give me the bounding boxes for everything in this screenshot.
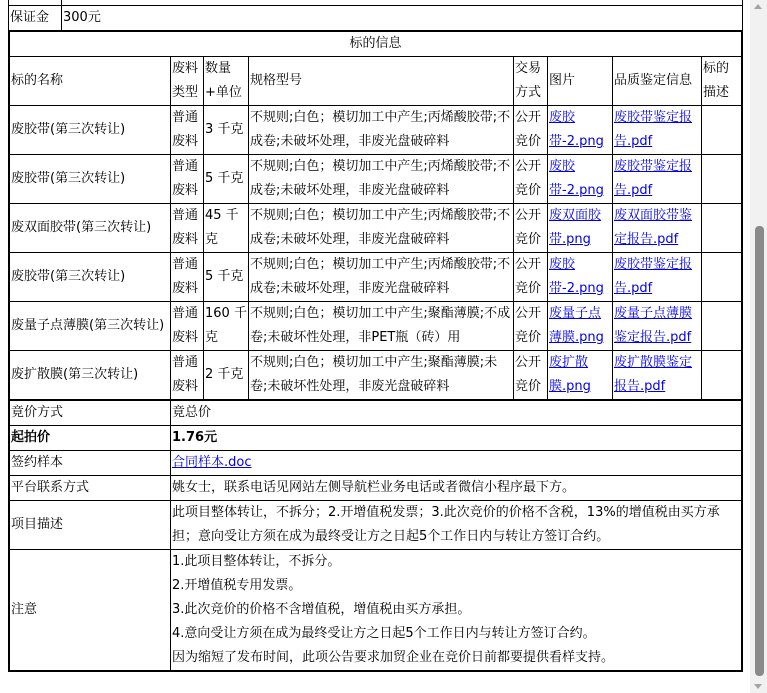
bid-method-value: 竟总价 [171,400,743,426]
item-type: 普通废料 [171,106,204,155]
header-quality: 品质鉴定信息 [613,57,702,106]
item-image-link[interactable]: 废双面胶带.png [549,208,602,247]
contract-label: 签约样本 [9,451,171,476]
project-desc-label: 项目描述 [9,501,171,550]
table-row [9,302,742,351]
item-trade: 公开竞价 [514,106,548,155]
item-spec: 不规则;白色；模切加工中产生;丙烯酸胶带;不成卷;未破坏处理，非废光盘破碎料 [249,204,514,253]
item-quality-link[interactable]: 废胶带鉴定报告.pdf [614,110,693,149]
item-desc [702,204,743,253]
items-table [8,30,743,401]
notes-value [171,550,743,672]
scroll-down-arrow-icon[interactable] [754,684,762,689]
item-image-link[interactable]: 废胶带-2.png [549,257,604,296]
item-trade: 公开竞价 [514,253,548,302]
project-desc-value: 此项目整体转让，不拆分；2.开增值税发票；3.此次竞价的价格不含税，13%的增值税由买方承担；意向受让方须在成为最终受让方之日起5个工作日内与转让方签订合约。 [171,501,743,550]
note-line: 2.开增值税专用发票。 [172,578,302,593]
table-row [9,155,742,204]
scroll-up-arrow-icon[interactable] [754,4,762,9]
item-desc [702,351,743,401]
item-spec: 不规则;白色；模切加工中产生;丙烯酸胶带;不成卷;未破坏处理，非废光盘破碎料 [249,253,514,302]
item-trade: 公开竞价 [514,155,548,204]
item-trade: 公开竞价 [514,204,548,253]
notes-label: 注意 [9,550,171,672]
item-image-link[interactable]: 废量子点薄膜.png [549,306,604,345]
note-line: 4.意向受让方须在成为最终受让方之日起5个工作日内与转让方签订合约。 [172,626,596,641]
item-quality-link[interactable]: 废胶带鉴定报告.pdf [614,159,693,198]
table-row [9,351,742,401]
contact-value: 姚女士，联系电话见网站左侧导航栏业务电话或者微信小程序最下方。 [171,476,743,501]
item-name: 废量子点薄膜(第三次转让) [9,302,171,351]
item-name: 废胶带(第三次转让) [9,155,171,204]
item-qty: 160 千克 [204,302,249,351]
scrollbar-thumb[interactable] [755,226,764,676]
item-type: 普通废料 [171,155,204,204]
deposit-label: 保证金 [9,6,62,31]
items-header-row [9,57,742,106]
items-section-title: 标的信息 [9,31,742,57]
notes-row [9,550,742,672]
start-price-row [9,426,742,451]
bid-method-label: 竟价方式 [9,400,171,426]
contract-row [9,451,742,476]
item-desc [702,106,743,155]
header-image: 图片 [548,57,613,106]
item-desc [702,302,743,351]
table-row [9,204,742,253]
note-line: 因为缩短了发布时间，此项公告要求加贸企业在竞价日前都要提供看样支持。 [172,650,615,665]
item-quality-link[interactable]: 废胶带鉴定报告.pdf [614,257,693,296]
table-row [9,106,742,155]
item-image-link[interactable]: 废胶带-2.png [549,110,604,149]
note-line: 3.此次竞价的价格不含增值税，增值税由买方承担。 [172,602,471,617]
header-qty: 数量+单位 [204,57,249,106]
deposit-row [9,6,743,31]
item-spec: 不规则;白色；模切加工中产生;丙烯酸胶带;不成卷;未破坏处理，非废光盘破碎料 [249,106,514,155]
bid-method-row [9,400,742,426]
item-qty: 45 千克 [204,204,249,253]
contact-label: 平台联系方式 [9,476,171,501]
contract-sample-link[interactable]: 合同样本.doc [172,455,252,470]
item-quality-link[interactable]: 废扩散膜鉴定报告.pdf [614,355,693,394]
item-desc [702,253,743,302]
header-spec: 规格型号 [249,57,514,106]
item-name: 废胶带(第三次转让) [9,106,171,155]
item-name: 废双面胶带(第三次转让) [9,204,171,253]
item-image-link[interactable]: 废胶带-2.png [549,159,604,198]
project-desc-row [9,501,742,550]
table-row [9,253,742,302]
item-spec: 不规则;白色；模切加工中产生;聚酯薄膜;未卷;未破坏性处理，非废光盘破碎料 [249,351,514,401]
item-type: 普通废料 [171,351,204,401]
item-spec: 不规则;白色；模切加工中产生;丙烯酸胶带;不成卷;未破坏处理，非废光盘破碎料 [249,155,514,204]
start-price-value: 1.76元 [171,426,743,451]
item-type: 普通废料 [171,253,204,302]
header-type: 废料类型 [171,57,204,106]
item-spec: 不规则;白色；模切加工中产生;聚酯薄膜;不成卷;未破坏性处理，非PET瓶（砖）用 [249,302,514,351]
note-line: 1.此项目整体转让，不拆分。 [172,554,341,569]
header-desc: 标的描述 [702,57,743,106]
item-qty: 3 千克 [204,106,249,155]
deposit-table [8,5,743,31]
header-trade: 交易方式 [514,57,548,106]
item-trade: 公开竞价 [514,351,548,401]
item-name: 废扩散膜(第三次转让) [9,351,171,401]
item-qty: 5 千克 [204,155,249,204]
header-name: 标的名称 [9,57,171,106]
item-quality-link[interactable]: 废量子点薄膜鉴定报告.pdf [614,306,693,345]
item-qty: 5 千克 [204,253,249,302]
start-price-label: 起拍价 [9,426,171,451]
item-quality-link[interactable]: 废双面胶带鉴定报告.pdf [614,208,693,247]
item-desc [702,155,743,204]
vertical-scrollbar[interactable] [750,0,767,693]
item-qty: 2 千克 [204,351,249,401]
item-type: 普通废料 [171,204,204,253]
item-image-link[interactable]: 废扩散膜.png [549,355,591,394]
item-name: 废胶带(第三次转让) [9,253,171,302]
contact-row [9,476,742,501]
item-trade: 公开竞价 [514,302,548,351]
item-type: 普通废料 [171,302,204,351]
auction-info-table [8,399,743,672]
deposit-value: 300元 [62,6,743,31]
